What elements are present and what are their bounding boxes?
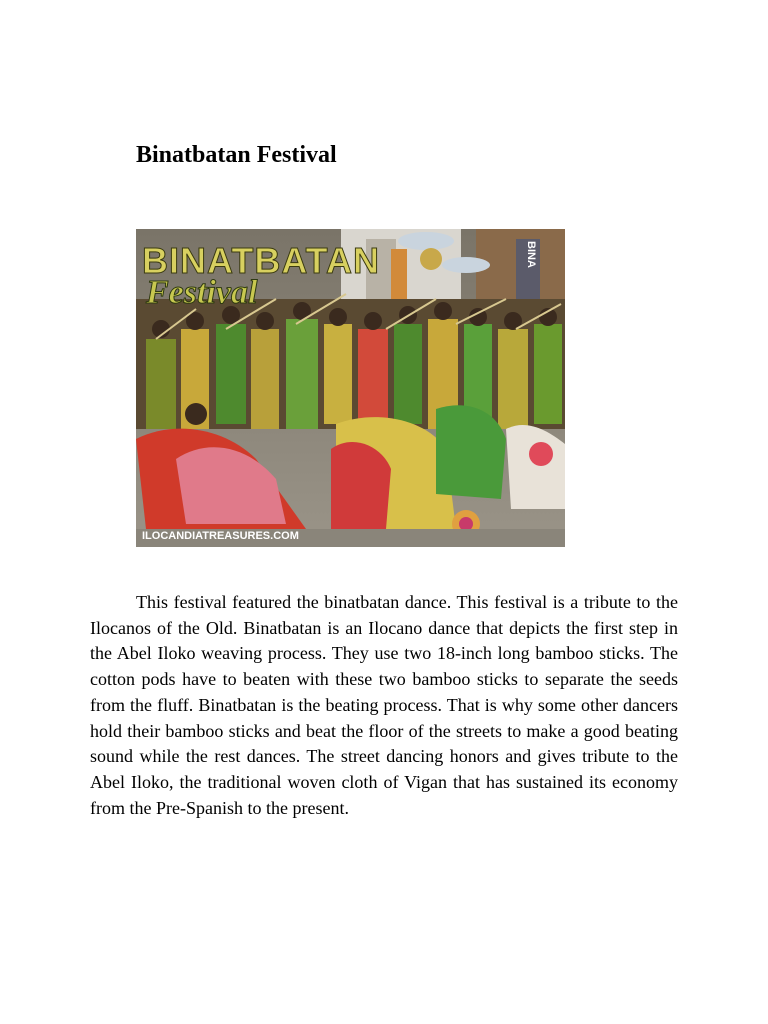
- watermark: ILOCANDIATREASURES.COM: [142, 530, 299, 542]
- body-paragraph: This festival featured the binatbatan dance. This festival is a tribute to the Ilocanos of the Old. Binatbatan is an Ilocano dance that depicts the first step in the Abel Iloko weaving process. They use two 18-inch long bamboo sticks. The cotton pods have to beaten with these two bamboo sticks to separate the seeds from the fluff. Binatbatan is the beating process. That is why some other dancers hold their bamboo sticks and beat the floor of the streets to make a good beating sound while the rest dances. The street dancing honors and gives tribute to the Abel Iloko, the traditional woven cloth of Vigan that has sustained its economy from the Pre-Spanish to the present.: [90, 592, 678, 818]
- festival-photo: [136, 229, 565, 547]
- banner-text: BINA: [525, 241, 537, 268]
- overlay-subtitle: Festival: [146, 274, 258, 311]
- page-title: Binatbatan Festival: [136, 142, 337, 168]
- overlay-title: BINATBATAN: [142, 240, 380, 281]
